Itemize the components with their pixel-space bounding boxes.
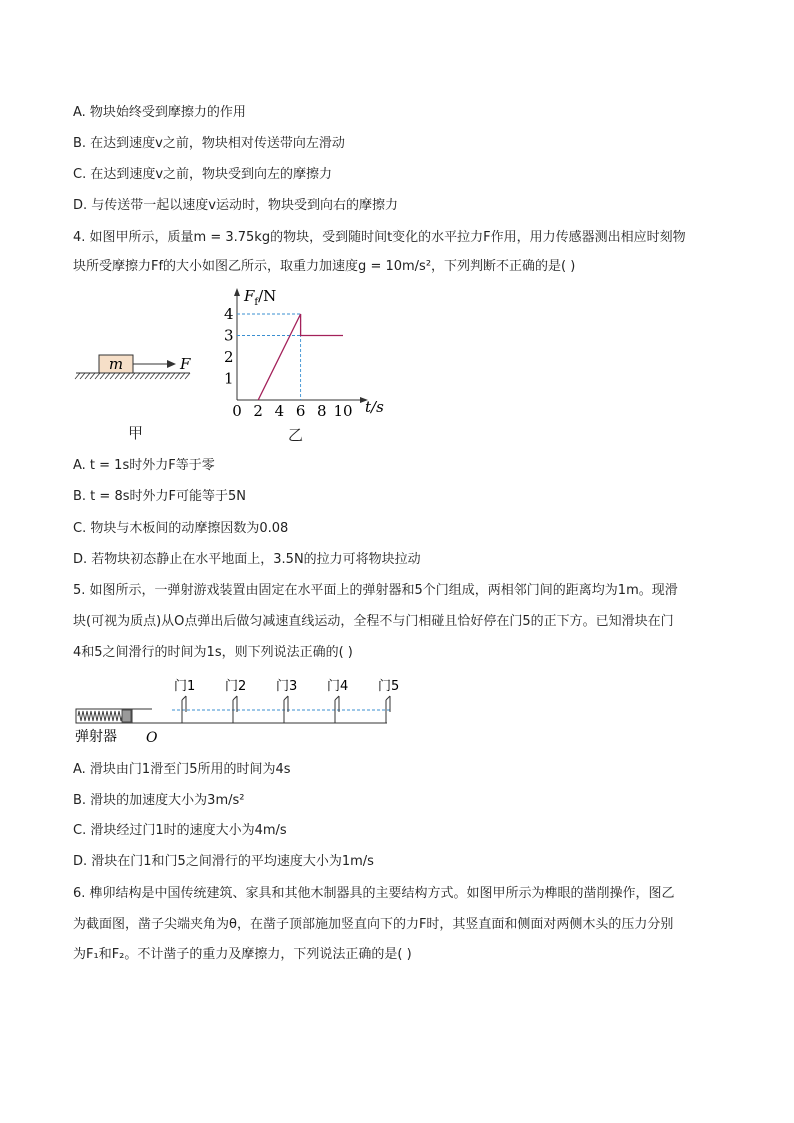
q4-stem-line-1: 4. 如图甲所示，质量m = 3.75kg的物块，受到随时间t变化的水平拉力F作用，用力传感器测出相应时刻物	[73, 230, 686, 245]
q3-option-a: A. 物块始终受到摩擦力的作用	[73, 105, 246, 120]
y-tick-label: 1	[224, 369, 234, 388]
x-tick-label: 4	[274, 402, 285, 420]
y-tick-label: 3	[224, 326, 234, 345]
x-tick-label: 8	[317, 402, 327, 420]
gate-label: 门4	[327, 679, 349, 694]
gate-cap	[335, 696, 339, 700]
gate-cap	[233, 696, 237, 700]
gate-cap	[386, 696, 390, 700]
q4-option-b: B. t = 8s时外力F可能等于5N	[73, 489, 246, 504]
q6-stem-line-3: 为F₁和F₂。不计凿子的重力及摩擦力，下列说法正确的是( )	[73, 947, 412, 962]
launcher-plunger	[122, 710, 131, 722]
q5-stem-line-2: 块(可视为质点)从O点弹出后做匀减速直线运动，全程不与门相碰且恰好停在门5的正下方。已知滑块在门	[73, 614, 674, 629]
launcher-label: 弹射器	[75, 729, 117, 745]
q5-option-b: B. 滑块的加速度大小为3m/s²	[73, 793, 245, 808]
q4-option-c: C. 物块与木板间的动摩擦因数为0.08	[73, 521, 289, 536]
q4-figure-block-diagram	[72, 345, 197, 390]
gate-label: 门1	[174, 679, 196, 694]
x-tick-label: 0	[232, 402, 242, 420]
q3-option-c: C. 在达到速度v之前，物块受到向左的摩擦力	[73, 167, 333, 182]
q3-option-d: D. 与传送带一起以速度v运动时，物块受到向右的摩擦力	[73, 198, 398, 213]
q5-launcher-figure	[72, 672, 417, 750]
x-tick-label: 10	[333, 402, 353, 420]
gate-label: 门3	[276, 679, 298, 694]
q4-stem-line-2: 块所受摩擦力Ff的大小如图乙所示，取重力加速度g = 10m/s²，下列判断不正确的是( )	[73, 259, 576, 274]
q5-option-a: A. 滑块由门1滑至门5所用的时间为4s	[73, 762, 291, 777]
q4-friction-chart	[218, 283, 398, 423]
gate-cap	[182, 696, 186, 700]
y-tick-label: 4	[224, 305, 234, 323]
q5-stem-line-1: 5. 如图所示，一弹射游戏装置由固定在水平面上的弹射器和5个门组成，两相邻门间的距离均为1m。现滑	[73, 583, 678, 598]
caption-yi: 乙	[288, 426, 304, 444]
y-axis-label: $F_f/N$	[244, 287, 277, 308]
q6-stem-line-1: 6. 榫卯结构是中国传统建筑、家具和其他木制器具的主要结构方式。如图甲所示为榫眼的凿削操作，图乙	[73, 886, 675, 901]
x-tick-label: 2	[253, 402, 263, 420]
q5-stem-line-3: 4和5之间滑行的时间为1s，则下列说法正确的( )	[73, 645, 353, 660]
q6-stem-line-2: 为截面图，凿子尖端夹角为θ，在凿子顶部施加竖直向下的力F时，其竖直面和侧面对两侧木头的压力分别	[73, 917, 674, 932]
gate-label: 门2	[225, 679, 247, 694]
gate-label: 门5	[378, 679, 400, 694]
q3-option-b: B. 在达到速度v之前，物块相对传送带向左滑动	[73, 136, 345, 151]
q5-option-d: D. 滑块在门1和门5之间滑行的平均速度大小为1m/s	[73, 854, 374, 869]
q4-option-d: D. 若物块初态静止在水平地面上，3.5N的拉力可将物块拉动	[73, 552, 421, 567]
y-tick-label: 2	[224, 348, 234, 366]
gate-cap	[284, 696, 288, 700]
origin-label: O	[146, 730, 158, 746]
ground-hatching	[75, 373, 190, 379]
x-axis-label: t/s	[365, 398, 384, 416]
spring-icon	[78, 711, 122, 721]
caption-jia: 甲	[128, 424, 144, 442]
x-tick-label: 6	[295, 402, 306, 420]
force-label: F	[180, 355, 191, 373]
q5-option-c: C. 滑块经过门1时的速度大小为4m/s	[73, 823, 287, 838]
block-label: m	[108, 355, 124, 373]
q4-option-a: A. t = 1s时外力F等于零	[73, 458, 215, 473]
